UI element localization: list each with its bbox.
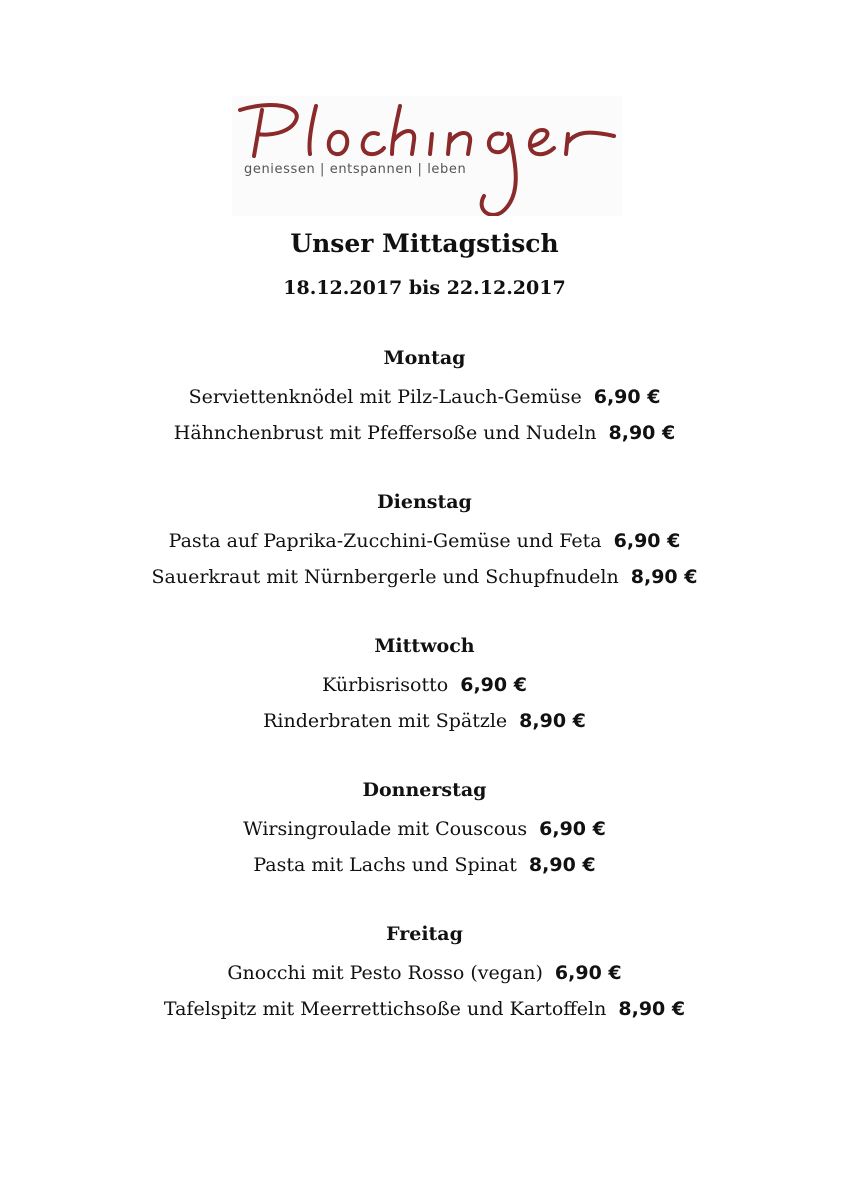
dish-name: Kürbisrisotto [322, 674, 449, 696]
logo-graphic [232, 96, 622, 216]
day-heading: Donnerstag [362, 779, 487, 801]
dish-row [0, 811, 849, 847]
dish-name: Gnocchi mit Pesto Rosso (vegan) [227, 962, 543, 984]
day-section-montag [0, 343, 849, 487]
dish-row [0, 379, 849, 415]
dish-name: Hähnchenbrust mit Pfeffersoße und Nudeln [173, 422, 597, 444]
dish-name: Rinderbraten mit Spätzle [263, 710, 508, 732]
day-section-donnerstag [0, 775, 849, 919]
page-title: Unser Mittagstisch [290, 229, 559, 258]
dish-price: 6,90 € [539, 818, 606, 840]
date-range: 18.12.2017 bis 22.12.2017 [283, 277, 566, 299]
restaurant-logo [232, 96, 622, 216]
dish-row [0, 415, 849, 451]
dish-price: 8,90 € [528, 854, 596, 876]
dish-price: 6,90 € [613, 530, 681, 552]
weekly-menu [0, 343, 849, 1063]
dish-row [0, 703, 849, 739]
dish-price: 6,90 € [460, 674, 527, 696]
day-heading: Freitag [386, 923, 463, 945]
dish-price: 8,90 € [608, 422, 676, 444]
logo-tagline: geniessen | entspannen | leben [244, 162, 467, 177]
day-section-freitag [0, 919, 849, 1063]
day-heading: Dienstag [377, 491, 472, 513]
dish-price: 8,90 € [618, 998, 686, 1020]
dish-row [0, 667, 849, 703]
dish-price: 8,90 € [630, 566, 698, 588]
dish-row [0, 991, 849, 1027]
day-section-dienstag [0, 487, 849, 631]
dish-name: Sauerkraut mit Nürnbergerle und Schupfnudeln [151, 566, 619, 588]
day-section-mittwoch [0, 631, 849, 775]
dish-price: 6,90 € [593, 386, 661, 408]
dish-name: Pasta mit Lachs und Spinat [253, 854, 517, 876]
dish-row [0, 847, 849, 883]
dish-name: Pasta auf Paprika-Zucchini-Gemüse und Feta [168, 530, 602, 552]
dish-row [0, 559, 849, 595]
dish-price: 8,90 € [519, 710, 586, 732]
dish-name: Serviettenknödel mit Pilz-Lauch-Gemüse [188, 386, 582, 408]
day-heading: Mittwoch [374, 635, 475, 657]
day-heading: Montag [383, 347, 466, 369]
dish-name: Wirsingroulade mit Couscous [243, 818, 528, 840]
logo-wordmark [232, 216, 233, 217]
dish-row [0, 955, 849, 991]
dish-row [0, 523, 849, 559]
dish-price: 6,90 € [554, 962, 622, 984]
dish-name: Tafelspitz mit Meerrettichsoße und Kartoffeln [163, 998, 607, 1020]
